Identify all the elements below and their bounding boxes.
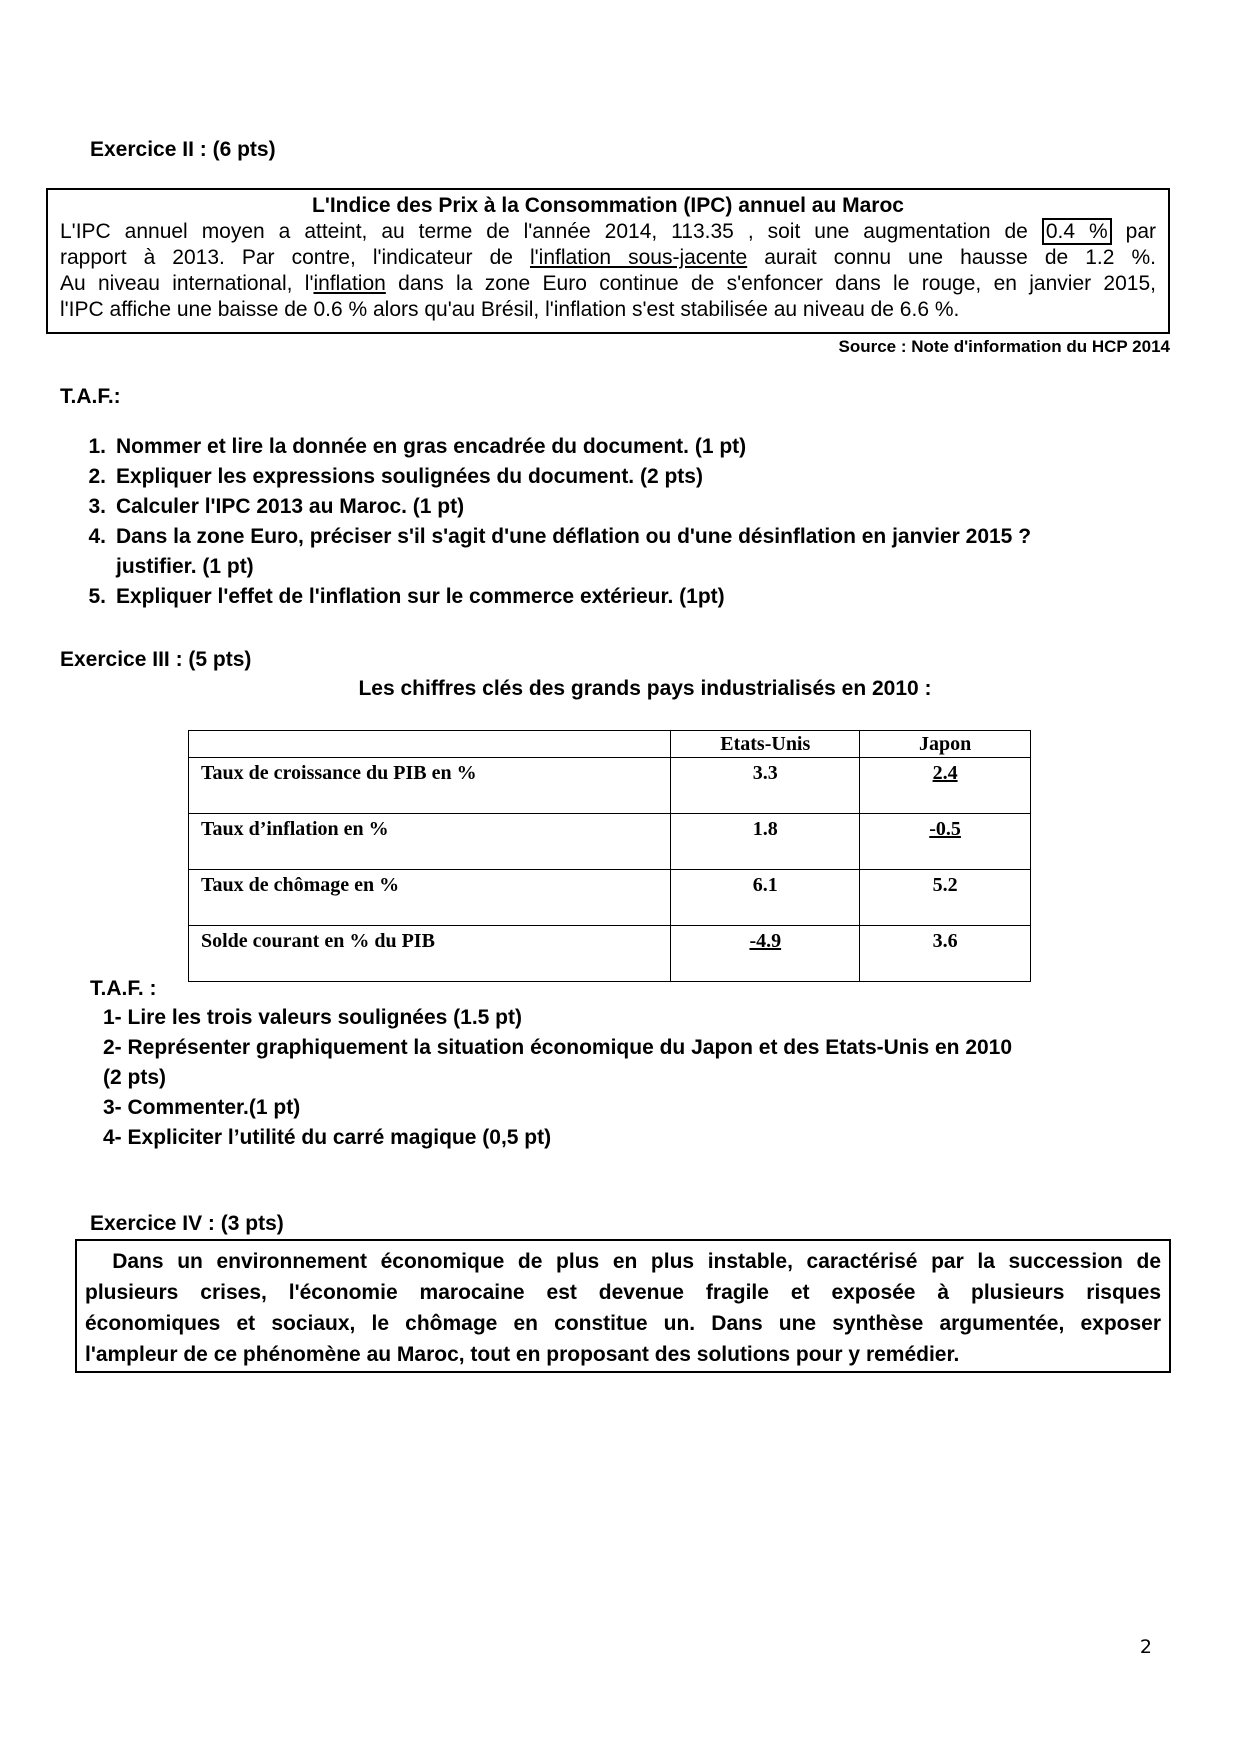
exercise-3-heading: Exercice III : (5 pts)	[60, 648, 252, 671]
document-box	[46, 188, 1170, 334]
table-row	[189, 870, 1031, 926]
exercise-4-heading: Exercice IV : (3 pts)	[90, 1212, 284, 1235]
cell-us: 3.3	[671, 758, 860, 814]
cell-japan-underlined: -0.5	[860, 814, 1031, 870]
underlined-expression-2: inflation	[313, 272, 386, 295]
table-header-blank	[189, 731, 671, 758]
exercise-3-questions	[103, 1003, 1012, 1153]
row-label: Solde courant en % du PIB	[189, 926, 671, 982]
question-item: 4- Expliciter l’utilité du carré magique (0,5 pt)	[103, 1126, 552, 1149]
boxed-value: 0.4 %	[1042, 218, 1112, 245]
exercise-2-taf-heading: T.A.F.:	[60, 385, 121, 408]
table-header-japan: Japon	[860, 731, 1031, 758]
table-row	[189, 814, 1031, 870]
exercise-3-taf-heading: T.A.F. :	[90, 977, 157, 1000]
question-item-continuation: justifier. (1 pt)	[116, 555, 254, 578]
document-line-4: l'IPC affiche une baisse de 0.6 % alors qu'au Brésil, l'inflation s'est stabilisée au niveau de 6.6 %.	[60, 298, 960, 321]
cell-japan: 5.2	[860, 870, 1031, 926]
document-source: Source : Note d'information du HCP 2014	[838, 337, 1170, 356]
table-header-row	[189, 731, 1031, 758]
question-item: 1- Lire les trois valeurs soulignées (1.5 pt)	[103, 1006, 522, 1029]
question-item-continuation: (2 pts)	[103, 1066, 166, 1089]
page-number: 2	[1139, 1636, 1152, 1658]
table-title: Les chiffres clés des grands pays industrialisés en 2010 :	[358, 677, 932, 700]
question-item: 2. Expliquer les expressions soulignées du document. (2 pts)	[88, 465, 703, 488]
row-label: Taux de chômage en %	[189, 870, 671, 926]
question-item: 5. Expliquer l'effet de l'inflation sur le commerce extérieur. (1pt)	[88, 585, 725, 608]
table-header-us: Etats-Unis	[671, 731, 860, 758]
document-line-2: rapport à 2013. Par contre, l'indicateur de l'inflation sous-jacente aurait connu une hausse de 1.2 %.	[60, 246, 1156, 269]
cell-us: 1.8	[671, 814, 860, 870]
key-figures-table	[188, 730, 1031, 982]
question-item: 4. Dans la zone Euro, préciser s'il s'agit d'une déflation ou d'une désinflation en janvier 2015 ?	[88, 525, 1032, 548]
exercise-2-questions	[78, 432, 1178, 612]
question-item: 2- Représenter graphiquement la situation économique du Japon et des Etats-Unis en 2010	[103, 1036, 1013, 1059]
document-line-1: L'IPC annuel moyen a atteint, au terme de l'année 2014, 113.35 , soit une augmentation de 0.4 % par	[60, 220, 1156, 243]
document-title: L'Indice des Prix à la Consommation (IPC) annuel au Maroc	[312, 194, 904, 217]
synthesis-line: économiques et sociaux, le chômage en constitue un. Dans une synthèse argumentée, exposer	[85, 1312, 1161, 1335]
question-item: 1. Nommer et lire la donnée en gras encadrée du document. (1 pt)	[88, 435, 747, 458]
cell-japan: 3.6	[860, 926, 1031, 982]
question-item: 3- Commenter.(1 pt)	[103, 1096, 301, 1119]
cell-japan-underlined: 2.4	[860, 758, 1031, 814]
document-line-3: Au niveau international, l'inflation dans la zone Euro continue de s'enfoncer dans le rouge, en janvier 2015,	[60, 272, 1156, 295]
table-row	[189, 758, 1031, 814]
underlined-expression-1: l'inflation sous-jacente	[530, 246, 748, 269]
row-label: Taux de croissance du PIB en %	[189, 758, 671, 814]
cell-us: 6.1	[671, 870, 860, 926]
synthesis-box	[75, 1239, 1171, 1373]
synthesis-line: plusieurs crises, l'économie marocaine est devenue fragile et exposée à plusieurs risques	[85, 1281, 1161, 1304]
row-label: Taux d’inflation en %	[189, 814, 671, 870]
cell-us-underlined: -4.9	[671, 926, 860, 982]
synthesis-line: l'ampleur de ce phénomène au Maroc, tout en proposant des solutions pour y remédier.	[85, 1343, 960, 1366]
question-item: 3. Calculer l'IPC 2013 au Maroc. (1 pt)	[88, 495, 465, 518]
exercise-2-heading: Exercice II : (6 pts)	[90, 138, 276, 161]
table-row	[189, 926, 1031, 982]
synthesis-line: Dans un environnement économique de plus en plus instable, caractérisé par la succession de	[85, 1250, 1162, 1273]
